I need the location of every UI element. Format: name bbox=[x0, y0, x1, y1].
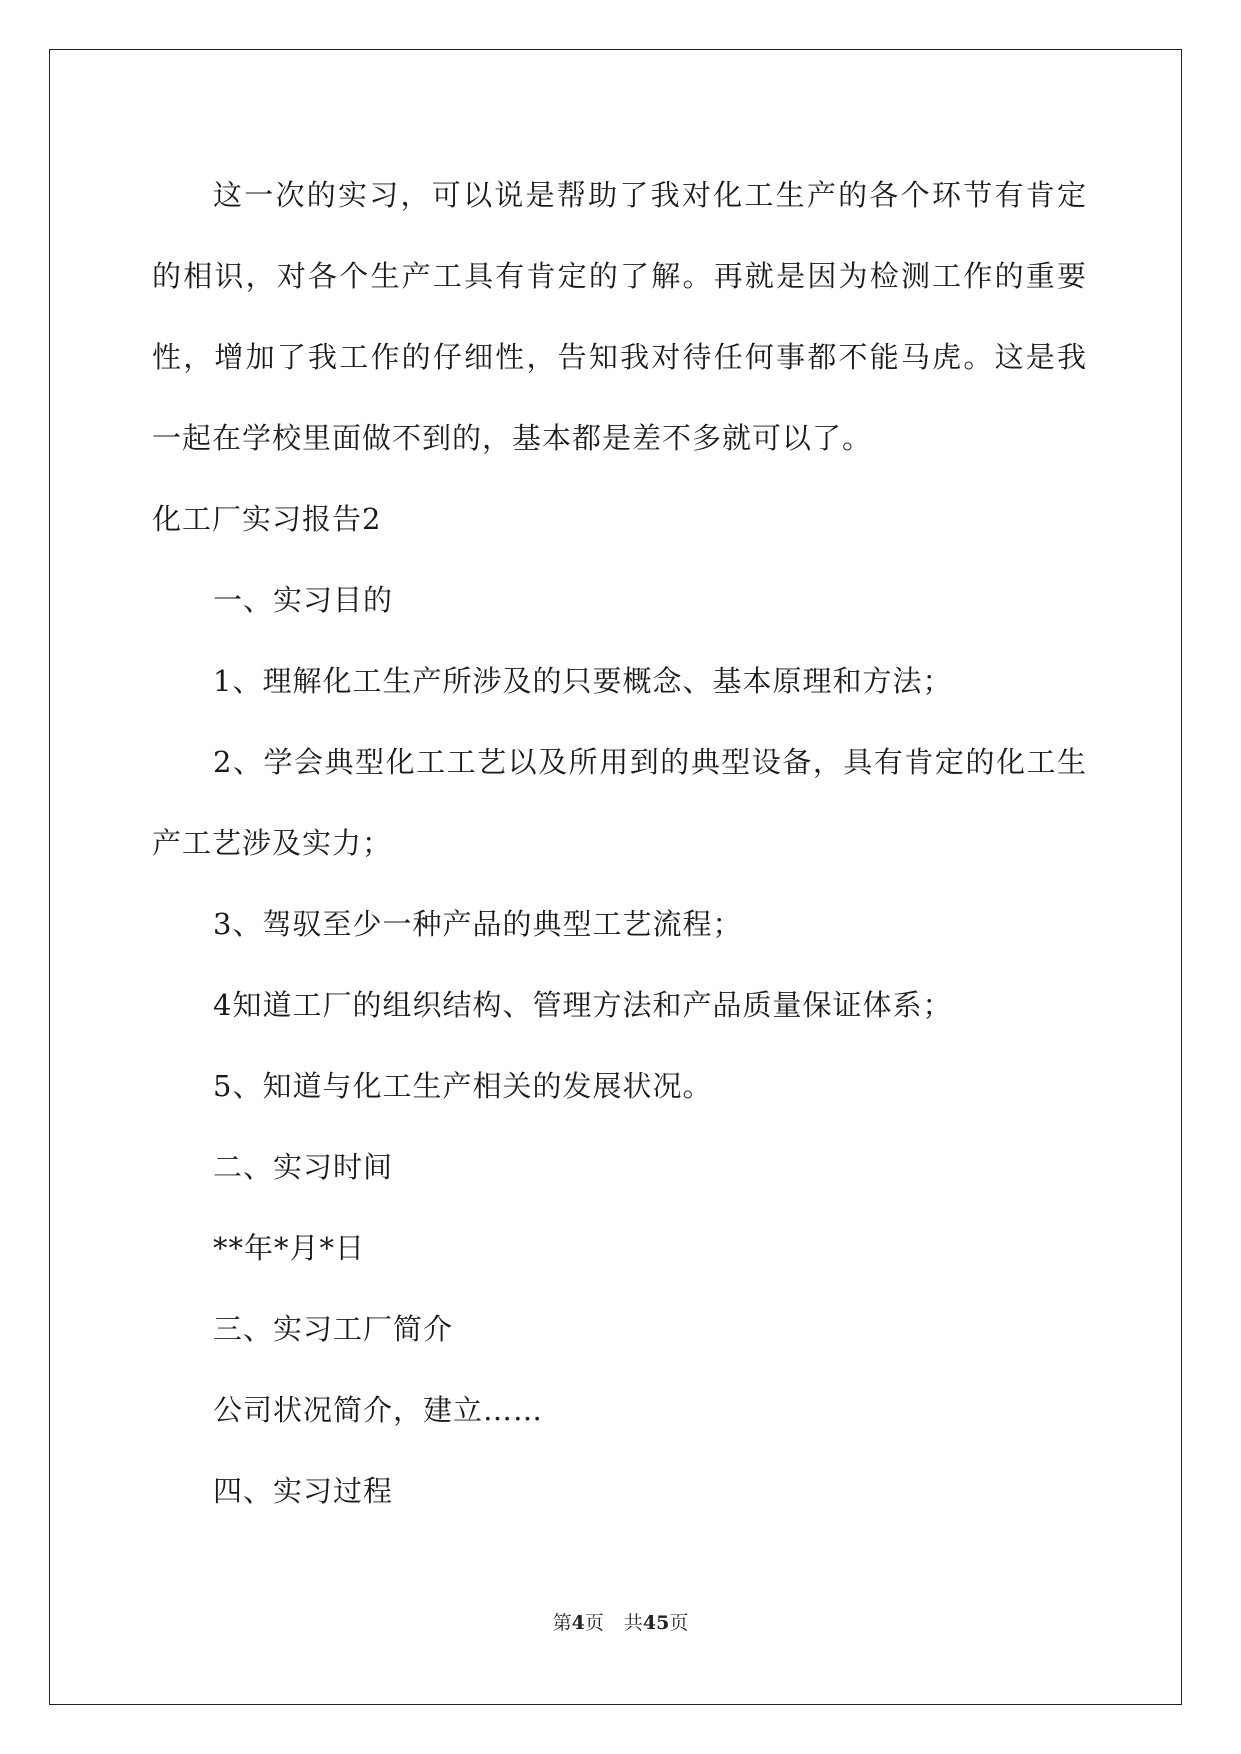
objective-item-4: 4知道工厂的组织结构、管理方法和产品质量保证体系； bbox=[213, 988, 953, 1022]
objective-item-3: 3、驾驭至少一种产品的典型工艺流程； bbox=[213, 907, 743, 941]
page-suffix: 页 bbox=[584, 1612, 604, 1634]
objective-item-5: 5、知道与化工生产相关的发展状况。 bbox=[213, 1069, 713, 1103]
section-heading-objectives: 一、实习目的 bbox=[213, 583, 394, 617]
internship-date: **年*月*日 bbox=[213, 1231, 366, 1265]
page-footer bbox=[0, 1608, 1241, 1635]
total-suffix: 页 bbox=[669, 1612, 689, 1634]
company-intro: 公司状况简介，建立…… bbox=[213, 1393, 544, 1427]
objective-2-line-1: 2、学会典型化工工艺以及所用到的典型设备，具有肯定的化工生 bbox=[213, 745, 1087, 779]
intro-line-4: 一起在学校里面做不到的，基本都是差不多就可以了。 bbox=[152, 421, 873, 455]
intro-line-3: 性，增加了我工作的仔细性，告知我对待任何事都不能马虎。这是我 bbox=[152, 340, 1087, 374]
section-heading-factory: 三、实习工厂简介 bbox=[213, 1312, 454, 1346]
report-title: 化工厂实习报告2 bbox=[152, 502, 382, 536]
intro-paragraph bbox=[152, 155, 1087, 479]
page-prefix: 第 bbox=[552, 1612, 572, 1634]
intro-line-1: 这一次的实习，可以说是帮助了我对化工生产的各个环节有肯定 bbox=[213, 178, 1087, 212]
document-body bbox=[152, 155, 1087, 1532]
total-prefix: 共 bbox=[623, 1612, 643, 1634]
total-pages: 45 bbox=[642, 1612, 670, 1634]
page-number: 4 bbox=[571, 1612, 585, 1634]
objective-2-line-2: 产工艺涉及实力； bbox=[152, 826, 393, 860]
intro-line-2: 的相识，对各个生产工具有肯定的了解。再就是因为检测工作的重要 bbox=[152, 259, 1087, 293]
objective-item-1: 1、理解化工生产所涉及的只要概念、基本原理和方法； bbox=[213, 664, 953, 698]
section-heading-time: 二、实习时间 bbox=[213, 1150, 394, 1184]
section-heading-process: 四、实习过程 bbox=[213, 1474, 394, 1508]
objective-item-2 bbox=[152, 722, 1087, 884]
